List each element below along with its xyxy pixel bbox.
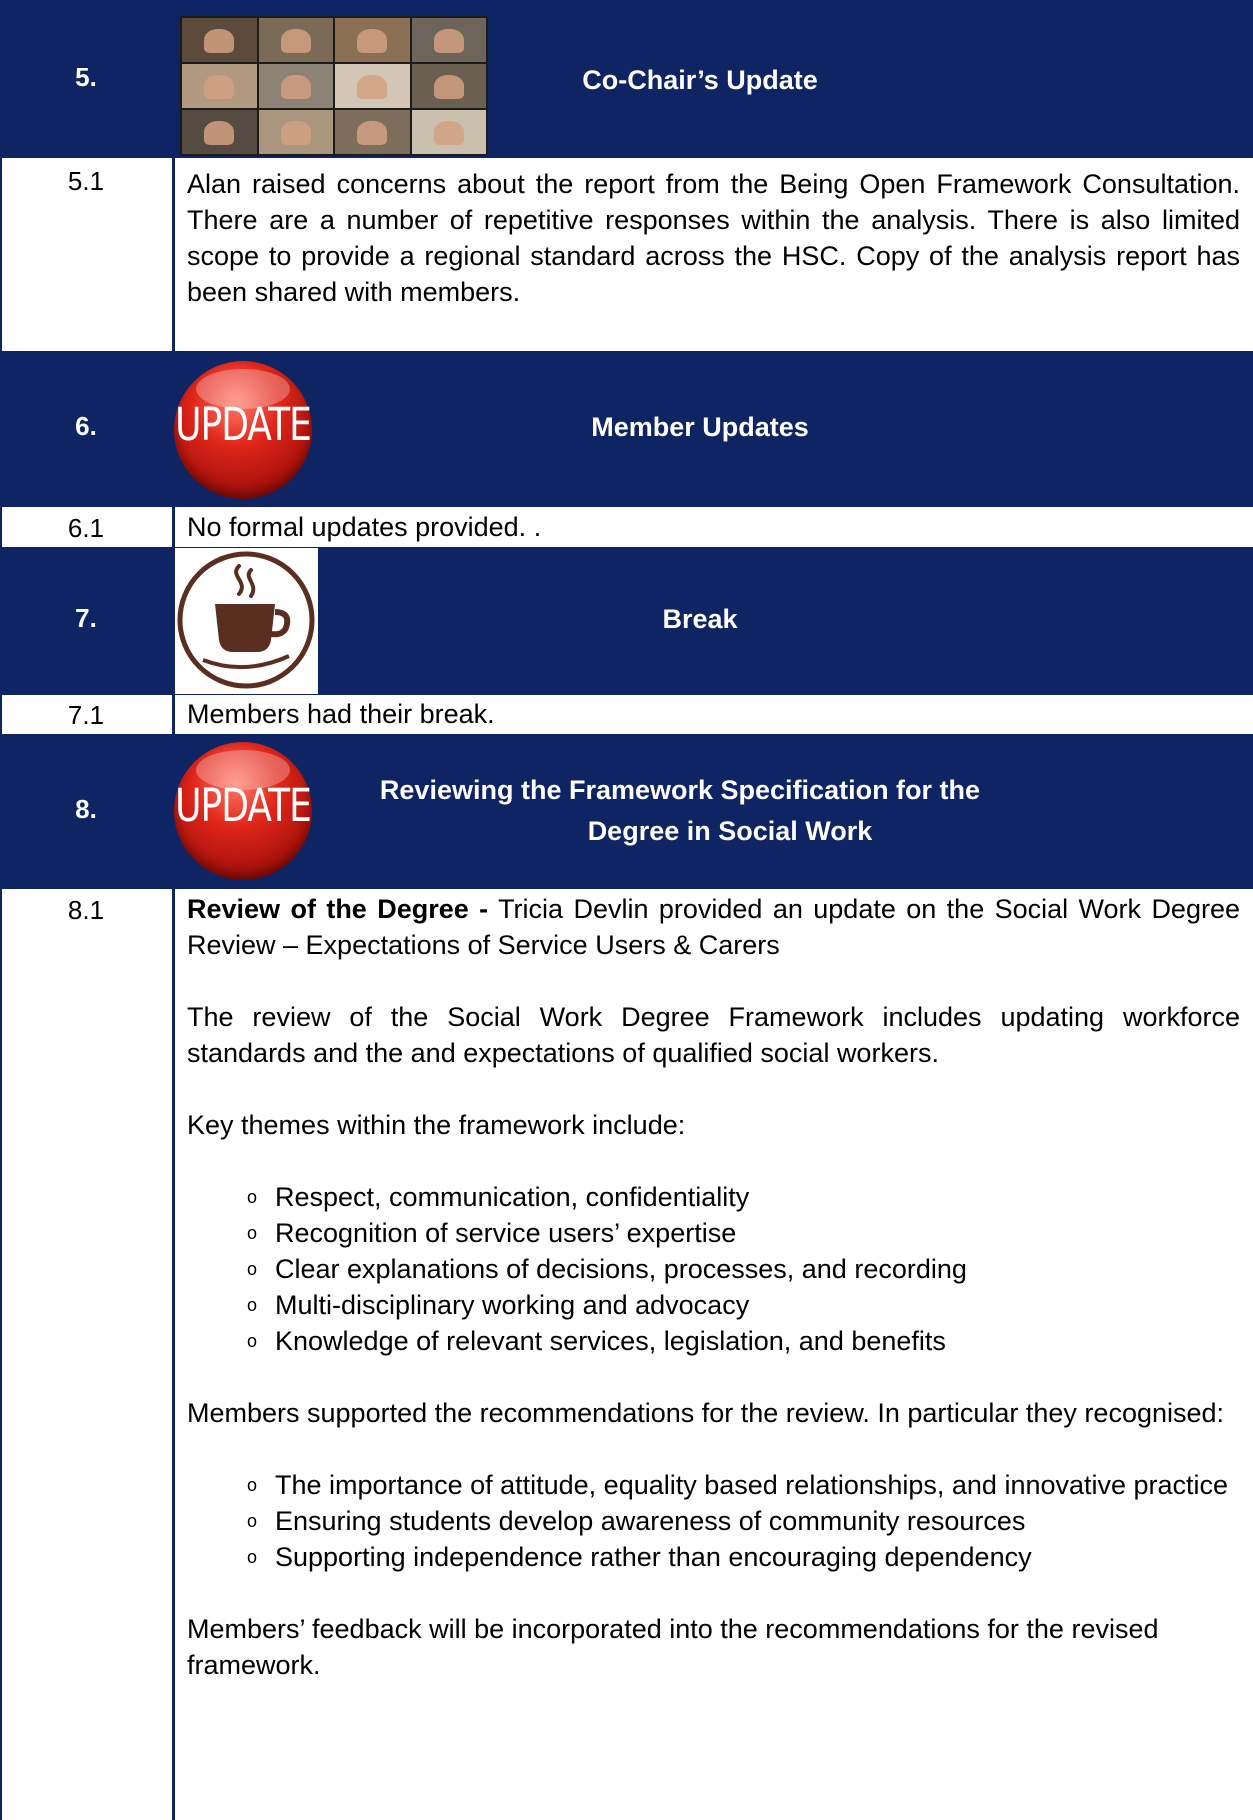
paragraph-lead: [187, 891, 1240, 963]
column-divider: [172, 507, 175, 547]
item-text: [187, 891, 1240, 1683]
section-number: 8.: [75, 794, 97, 824]
list-item: o Respect, communication, confidentiality: [247, 1182, 750, 1212]
section-8-header: [0, 734, 1253, 889]
list-item: o Recognition of service users’ expertise: [247, 1218, 737, 1248]
item-text: [187, 509, 1240, 545]
section-number: 5.: [75, 62, 97, 92]
item-number: 6.1: [67, 513, 105, 543]
item-number: 8.1: [67, 895, 105, 925]
item-6-1: [0, 507, 1253, 547]
update-badge-icon: [174, 742, 312, 880]
column-divider: [172, 158, 175, 351]
list-item: o Knowledge of relevant services, legislation, and benefits: [247, 1326, 946, 1356]
paragraph: Members’ feedback will be incorporated into the recommendations for the revised framework.: [187, 1614, 1159, 1680]
list-item: o Supporting independence rather than encouraging dependency: [247, 1542, 1032, 1572]
section-number: 7.: [75, 603, 97, 633]
update-badge-icon: [174, 361, 312, 499]
badge-label: UPDATE: [175, 780, 311, 833]
coffee-cup-icon: [175, 548, 318, 694]
item-8-1: [0, 889, 1253, 1820]
left-border: [0, 158, 2, 1820]
section-6-header: [0, 351, 1253, 507]
list-item: o The importance of attitude, equality based relationships, and innovative practice: [247, 1470, 1229, 1500]
section-title-line2: Degree in Social Work: [587, 816, 873, 846]
column-divider: [172, 889, 175, 1820]
list-item: o Multi-disciplinary working and advocacy: [247, 1290, 750, 1320]
section-5-header: [0, 0, 1253, 158]
section-title-line1: Reviewing the Framework Specification for the: [379, 775, 981, 805]
column-divider: [172, 695, 175, 734]
recognised-list: [187, 1467, 1240, 1575]
paragraph: The review of the Social Work Degree Framework includes updating workforce standards and the and expectations of qualified social workers.: [187, 1002, 1240, 1068]
themes-list: [187, 1179, 1240, 1359]
paragraph: Members supported the recommendations for the review. In particular they recognised:: [187, 1398, 1225, 1428]
list-item: o Ensuring students develop awareness of community resources: [247, 1506, 1026, 1536]
section-number: 6.: [75, 411, 97, 441]
item-7-1: [0, 695, 1253, 734]
paragraph: Alan raised concerns about the report from the Being Open Framework Consultation. There are a number of repetitive responses within the analysis. There is also limited scope to provide a regional standard across the HSC. Copy of the analysis report has been shared with members.: [187, 169, 1240, 307]
badge-label: UPDATE: [175, 399, 311, 452]
item-number: 5.1: [67, 166, 105, 196]
paragraph: No formal updates provided. .: [187, 512, 542, 542]
lead-text: Tricia Devlin provided an update on the Social Work Degree Review – Expectations of Service Users & Carers: [187, 894, 1240, 960]
item-number: 7.1: [67, 700, 105, 730]
lead-bold: Review of the Degree -: [187, 894, 489, 924]
paragraph: Key themes within the framework include:: [187, 1110, 686, 1140]
section-title: Member Updates: [591, 412, 809, 442]
section-title: Break: [662, 604, 738, 634]
item-text: [187, 696, 1240, 732]
list-item: o Clear explanations of decisions, processes, and recording: [247, 1254, 967, 1284]
section-title: Co-Chair’s Update: [582, 65, 818, 95]
item-5-1: [0, 158, 1253, 351]
item-text: [187, 166, 1240, 310]
paragraph: Members had their break.: [187, 699, 495, 729]
